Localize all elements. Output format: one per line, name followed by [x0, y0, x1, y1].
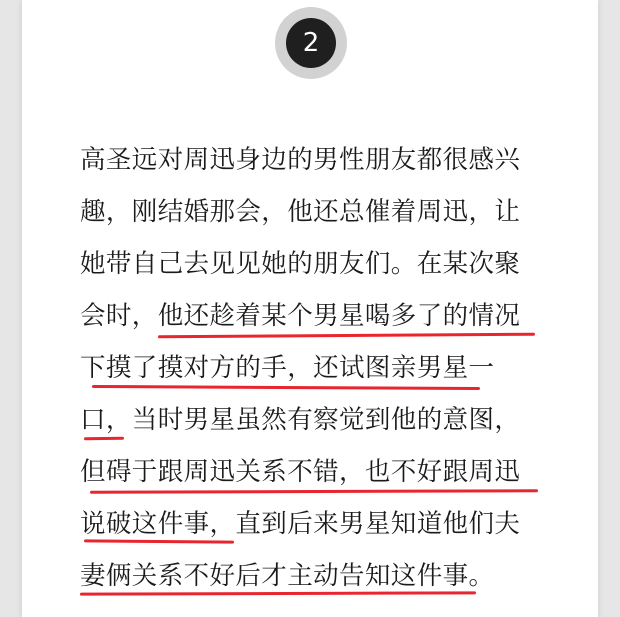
- paragraph-line-9: 妻俩关系不好后才主动告知这件事。: [80, 561, 495, 591]
- paragraph-line-4: 会时，他还趁着某个男星喝多了的情况: [80, 301, 521, 331]
- section-number: 2: [286, 18, 336, 68]
- paragraph-line-6: 口，当时男星虽然有察觉到他的意图，: [80, 405, 521, 435]
- paragraph-line-1: 高圣远对周迅身边的男性朋友都很感兴: [80, 145, 521, 175]
- paragraph-line-7: 但碍于跟周迅关系不错，也不好跟周迅: [80, 457, 521, 487]
- paragraph-line-8: 说破这件事，直到后来男星知道他们夫: [80, 509, 521, 539]
- paragraph-line-2: 趣，刚结婚那会，他还总催着周迅，让: [80, 197, 521, 227]
- paragraph-line-3: 她带自己去见见她的朋友们。在某次聚: [80, 249, 521, 279]
- highlight-underline: [84, 437, 124, 440]
- paragraph-line-5: 下摸了摸对方的手，还试图亲男星一: [80, 353, 495, 383]
